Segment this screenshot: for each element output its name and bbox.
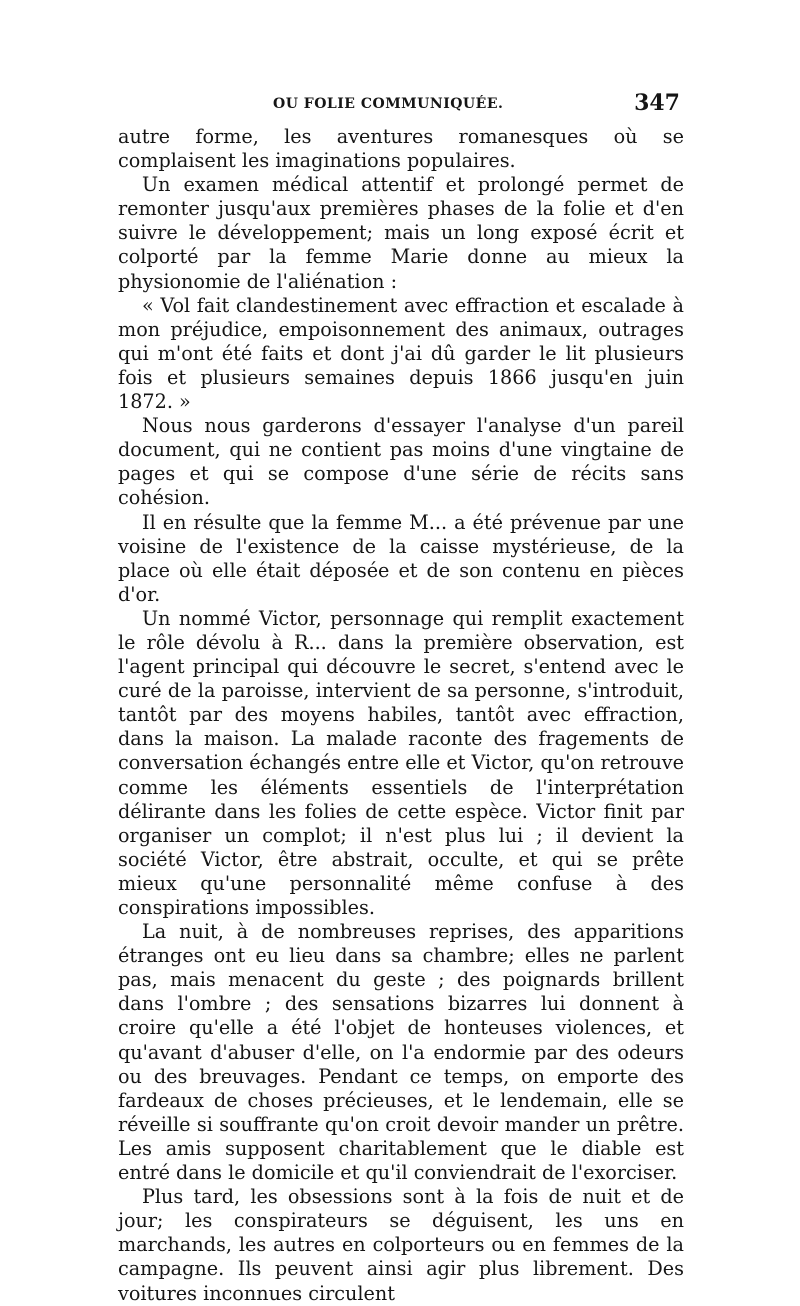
running-title: OU FOLIE COMMUNIQUÉE. [273,96,504,112]
paragraph-victor: Un nommé Victor, personnage qui remplit exactement le rôle dévolu à R... dans la première observation, est l'agent principal qui découvre le secret, s'entend avec le curé de la paroisse, intervient de sa personne, s'introduit, tantôt par des moyens habiles, tantôt avec effraction, dans la maison. La malade raconte des fragements de conversation échangés entre elle et Victor, qu'on retrouve comme les éléments essentiels de l'interprétation délirante dans les folies de cette espèce. Victor finit par organiser un complot; il n'est plus lui ; il devient la société Victor, être abstrait, occulte, et qui se prête mieux qu'une personnalité même confuse à des conspirations impossibles. [118,606,684,919]
paragraph-result: Il en résulte que la femme M... a été prévenue par une voisine de l'existence de la caisse mystérieuse, de la place où elle était déposée et de son contenu en pièces d'or. [118,510,684,606]
paragraph-later: Plus tard, les obsessions sont à la fois de nuit et de jour; les conspirateurs se déguisent, les uns en marchands, les autres en colporteurs ou en femmes de la campagne. Ils peuvent ainsi agir plus librement. Des voitures inconnues circulent [118,1185,684,1305]
paragraph-quotation: « Vol fait clandestinement avec effraction et escalade à mon préjudice, empoisonnement des animaux, outrages qui m'ont été faits et dont j'ai dû garder le lit plusieurs fois et plusieurs semaines depuis 1866 jusqu'en juin 1872. » [118,293,684,414]
paragraph-night: La nuit, à de nombreuses reprises, des apparitions étranges ont eu lieu dans sa chambre; elles ne parlent pas, mais menacent du geste ; des poignards brillent dans l'ombre ; des sensations bizarres lui donnent à croire qu'elle a été l'objet de honteuses violences, et qu'avant d'abuser d'elle, on l'a endormie par des odeurs ou des breuvages. Pendant ce temps, on emporte des fardeaux de choses précieuses, et le lendemain, elle se réveille si souffrante qu'on croit devoir mander un prêtre. Les amis supposent charitablement que le diable est entré dans le domicile et qu'il conviendrait de l'exorciser. [118,920,684,1185]
paragraph-continuation: autre forme, les aventures romanesques où se complaisent les imaginations populaires. [118,125,684,173]
paragraph-medical-exam: Un examen médical attentif et prolongé permet de remonter jusqu'aux premières phases de la folie et d'en suivre le développement; mais un long exposé écrit et colporté par la femme Marie donne au mieux la physionomie de l'aliénation : [118,173,684,293]
page-number: 347 [634,90,680,116]
body-text [118,125,684,1306]
paragraph-analysis: Nous nous garderons d'essayer l'analyse d'un pareil document, qui ne contient pas moins d'une vingtaine de pages et qui se compose d'une série de récits sans cohésion. [118,414,684,510]
running-head [118,90,684,124]
